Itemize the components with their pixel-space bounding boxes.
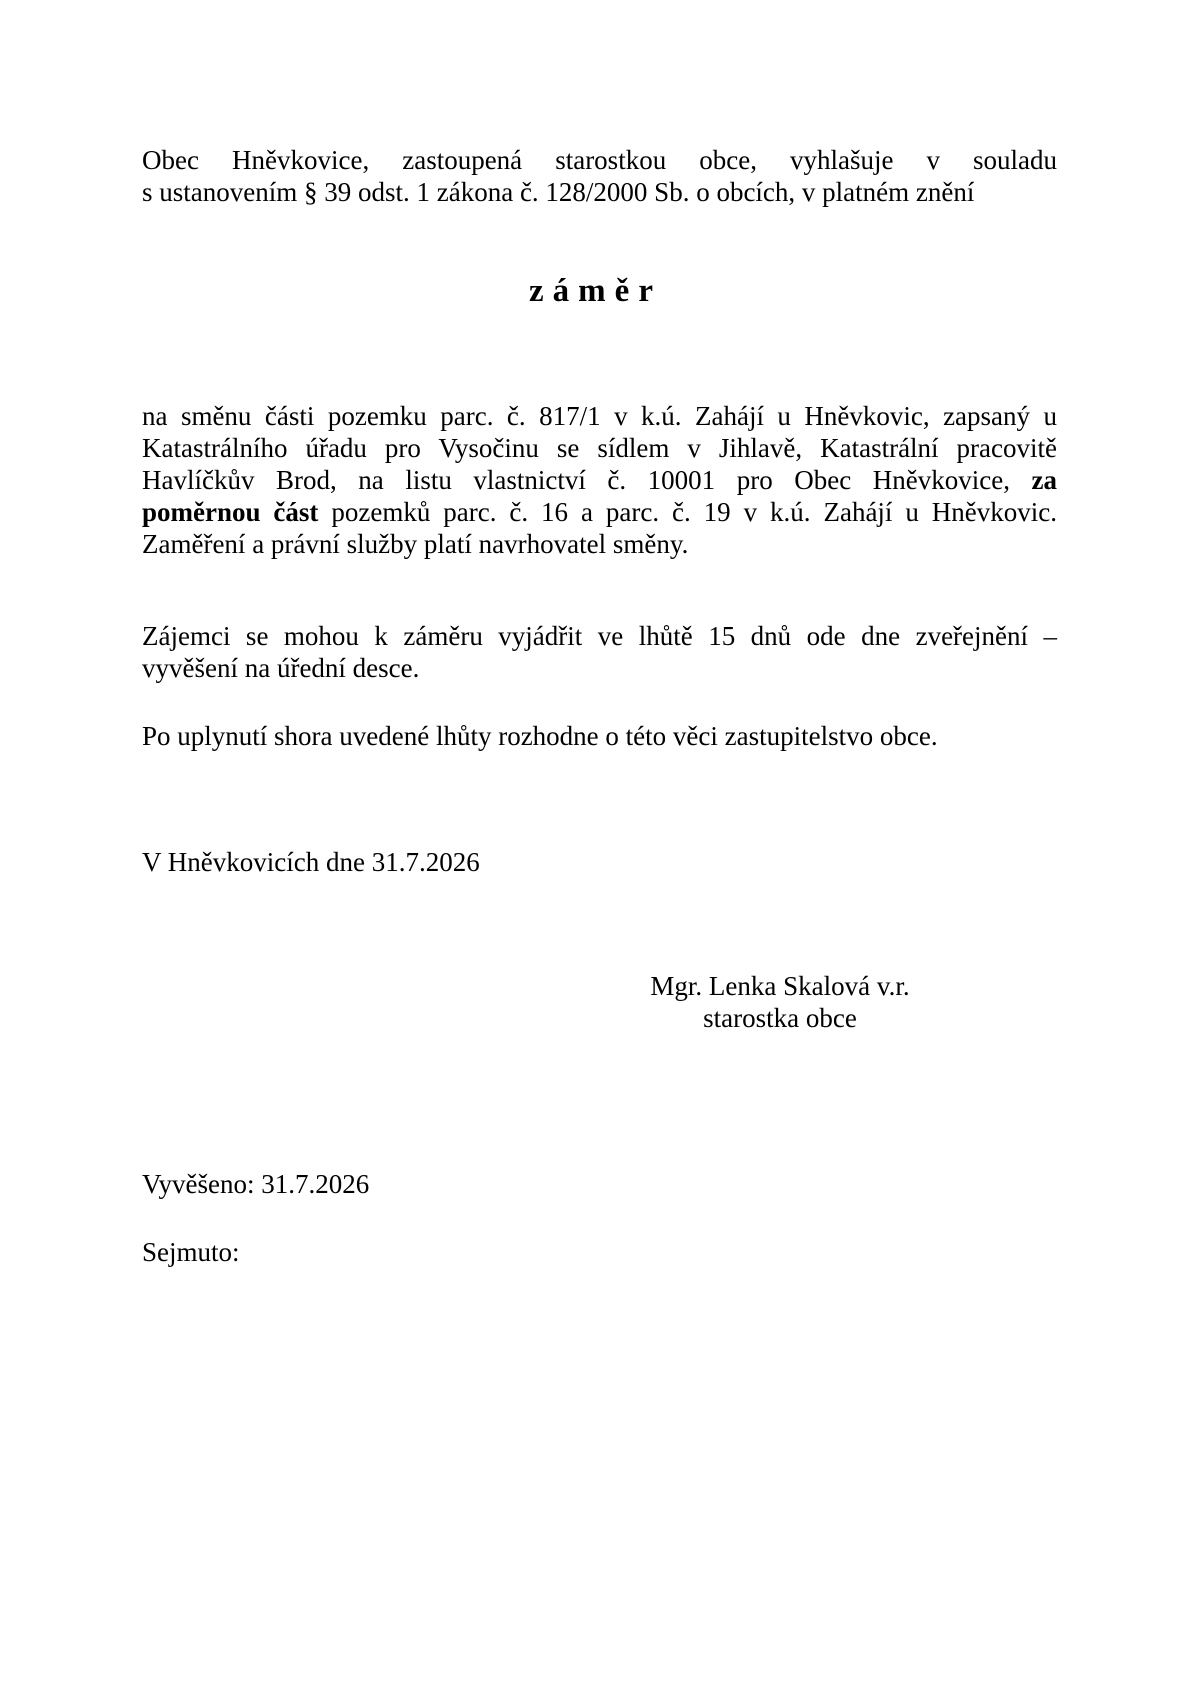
main-line-3-text: Havlíčkův Brod, na listu vlastnictví č. 10001 pro Obec Hněvkovice, xyxy=(142,465,1010,495)
main-line-3 xyxy=(142,464,1057,496)
main-line-1: na směnu části pozemku parc. č. 817/1 v k.ú. Zahájí u Hněvkovic, zapsaný u xyxy=(142,401,1057,431)
intro-paragraph xyxy=(142,144,1057,208)
document-title: záměr xyxy=(529,273,662,309)
interest-line-2: vyvěšení na úřední desce. xyxy=(142,653,420,683)
signature-name: Mgr. Lenka Skalová v.r. xyxy=(650,971,910,1001)
main-line-5: Zaměření a právní služby platí navrhovatel směny. xyxy=(142,529,689,559)
main-line-4-text: pozemků parc. č. 16 a parc. č. 19 v k.ú. Zahájí u Hněvkovic. xyxy=(331,497,1057,527)
main-line-4-bold: poměrnou část xyxy=(142,497,319,527)
signature-role: starostka obce xyxy=(703,1003,857,1033)
posted-text: Vyvěšeno: 31.7.2026 xyxy=(142,1169,370,1199)
removed-line xyxy=(142,1236,1057,1268)
intro-line-2: s ustanovením § 39 odst. 1 zákona č. 128/2000 Sb. o obcích, v platném znění xyxy=(142,177,975,207)
main-line-3-bold: za xyxy=(1031,465,1058,495)
place-date xyxy=(142,846,1057,878)
main-line-2: Katastrálního úřadu pro Vysočinu se sídlem v Jihlavě, Katastrální pracovitě xyxy=(142,433,1057,463)
removed-text: Sejmuto: xyxy=(142,1237,240,1267)
decision-paragraph xyxy=(142,720,1057,752)
intro-line-1: Obec Hněvkovice, zastoupená starostkou obce, vyhlašuje v souladu xyxy=(142,145,1057,175)
decision-text: Po uplynutí shora uvedené lhůty rozhodne o této věci zastupitelstvo obce. xyxy=(142,721,938,751)
main-line-4 xyxy=(142,496,1057,528)
interest-paragraph xyxy=(142,620,1057,684)
posted-line xyxy=(142,1168,1057,1200)
place-date-text: V Hněvkovicích dne 31.7.2026 xyxy=(142,847,480,877)
interest-line-1: Zájemci se mohou k záměru vyjádřit ve lhůtě 15 dnů ode dne zveřejnění – xyxy=(142,621,1057,651)
main-paragraph xyxy=(142,400,1057,560)
signature-block xyxy=(640,970,920,1034)
